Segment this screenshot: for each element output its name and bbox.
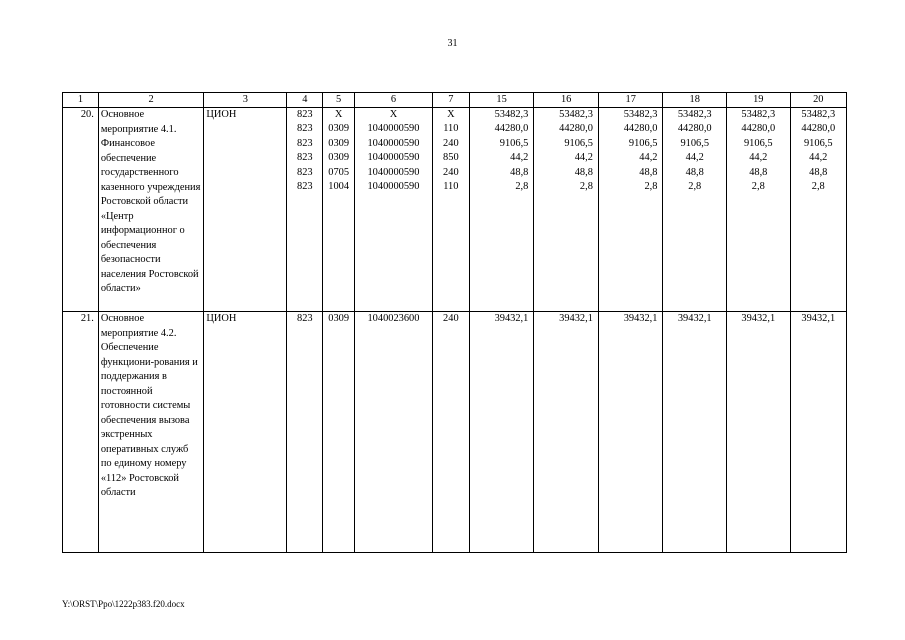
code-cell: 0309 bbox=[323, 137, 355, 151]
code-cell: 240 bbox=[432, 137, 469, 151]
amount-cell: 48,8 bbox=[598, 166, 663, 180]
amount-cell: 2,8 bbox=[534, 180, 599, 312]
amount-cell: 53482,3 bbox=[663, 108, 727, 123]
code-cell: 1040000590 bbox=[355, 151, 433, 165]
code-cell: 823 bbox=[287, 151, 323, 165]
activity-name-cell: Основное мероприятие 4.2. Обеспечение функциони-рования и поддержания в постоянной готовности системы обеспечения вызова экстренных оперативных служб по единому номеру «112» Ростовской области bbox=[98, 312, 204, 553]
amount-cell: 48,8 bbox=[663, 166, 727, 180]
amount-cell: 9106,5 bbox=[727, 137, 791, 151]
header-cell: 20 bbox=[790, 93, 846, 108]
amount-cell: 44,2 bbox=[469, 151, 534, 165]
amount-cell: 48,8 bbox=[534, 166, 599, 180]
amount-cell: 39432,1 bbox=[790, 312, 846, 553]
amount-cell: 48,8 bbox=[469, 166, 534, 180]
code-cell: Х bbox=[323, 108, 355, 123]
amount-cell: 44,2 bbox=[727, 151, 791, 165]
amount-cell: 9106,5 bbox=[663, 137, 727, 151]
amount-cell: 9106,5 bbox=[534, 137, 599, 151]
amount-cell: 39432,1 bbox=[469, 312, 534, 553]
code-cell: 1040000590 bbox=[355, 166, 433, 180]
amount-cell: 9106,5 bbox=[469, 137, 534, 151]
amount-cell: 44280,0 bbox=[534, 122, 599, 136]
code-cell: 0309 bbox=[323, 122, 355, 136]
amount-cell: 39432,1 bbox=[727, 312, 791, 553]
header-cell: 7 bbox=[432, 93, 469, 108]
code-cell: Х bbox=[432, 108, 469, 123]
table-row bbox=[63, 312, 847, 553]
amount-cell: 44280,0 bbox=[790, 122, 846, 136]
code-cell: 823 bbox=[287, 122, 323, 136]
amount-cell: 48,8 bbox=[727, 166, 791, 180]
amount-cell: 53482,3 bbox=[534, 108, 599, 123]
amount-cell: 9106,5 bbox=[790, 137, 846, 151]
header-cell: 2 bbox=[98, 93, 204, 108]
amount-cell: 39432,1 bbox=[534, 312, 599, 553]
amount-cell: 44280,0 bbox=[663, 122, 727, 136]
code-cell: 110 bbox=[432, 180, 469, 312]
executor-cell: ЦИОН bbox=[204, 108, 287, 312]
page-number: 31 bbox=[447, 38, 458, 49]
amount-cell: 44280,0 bbox=[598, 122, 663, 136]
amount-cell: 2,8 bbox=[598, 180, 663, 312]
budget-table bbox=[62, 92, 847, 553]
header-cell: 18 bbox=[663, 93, 727, 108]
code-cell: 110 bbox=[432, 122, 469, 136]
code-cell: 823 bbox=[287, 166, 323, 180]
amount-cell: 44,2 bbox=[534, 151, 599, 165]
code-cell: 240 bbox=[432, 312, 469, 553]
header-cell: 16 bbox=[534, 93, 599, 108]
footer-file-path: Y:\ORST\Ppo\1222p383.f20.docx bbox=[62, 599, 185, 609]
code-cell: 1004 bbox=[323, 180, 355, 312]
table-row bbox=[63, 108, 847, 123]
amount-cell: 39432,1 bbox=[598, 312, 663, 553]
header-cell: 17 bbox=[598, 93, 663, 108]
activity-name-cell: Основное мероприятие 4.1. Финансовое обеспечение государственного казенного учреждения Ростовской области «Центр информационног о обеспечения безопасности населения Ростовской области» bbox=[98, 108, 204, 312]
amount-cell: 44,2 bbox=[663, 151, 727, 165]
amount-cell: 2,8 bbox=[790, 180, 846, 312]
code-cell: 1040000590 bbox=[355, 180, 433, 312]
code-cell: 1040023600 bbox=[355, 312, 433, 553]
row-number-cell: 20. bbox=[63, 108, 99, 312]
code-cell: 823 bbox=[287, 180, 323, 312]
header-cell: 3 bbox=[204, 93, 287, 108]
code-cell: 0309 bbox=[323, 151, 355, 165]
header-cell: 6 bbox=[355, 93, 433, 108]
row-number-cell: 21. bbox=[63, 312, 99, 553]
amount-cell: 44280,0 bbox=[727, 122, 791, 136]
code-cell: 823 bbox=[287, 312, 323, 553]
header-cell: 15 bbox=[469, 93, 534, 108]
header-cell: 1 bbox=[63, 93, 99, 108]
code-cell: 850 bbox=[432, 151, 469, 165]
executor-cell: ЦИОН bbox=[204, 312, 287, 553]
amount-cell: 2,8 bbox=[469, 180, 534, 312]
code-cell: 240 bbox=[432, 166, 469, 180]
amount-cell: 9106,5 bbox=[598, 137, 663, 151]
amount-cell: 39432,1 bbox=[663, 312, 727, 553]
amount-cell: 44,2 bbox=[790, 151, 846, 165]
header-cell: 19 bbox=[727, 93, 791, 108]
amount-cell: 53482,3 bbox=[790, 108, 846, 123]
header-cell: 5 bbox=[323, 93, 355, 108]
code-cell: 1040000590 bbox=[355, 137, 433, 151]
amount-cell: 53482,3 bbox=[598, 108, 663, 123]
amount-cell: 53482,3 bbox=[469, 108, 534, 123]
header-row bbox=[63, 93, 847, 108]
code-cell: 1040000590 bbox=[355, 122, 433, 136]
amount-cell: 44,2 bbox=[598, 151, 663, 165]
code-cell: 0705 bbox=[323, 166, 355, 180]
code-cell: 0309 bbox=[323, 312, 355, 553]
amount-cell: 44280,0 bbox=[469, 122, 534, 136]
amount-cell: 2,8 bbox=[663, 180, 727, 312]
amount-cell: 2,8 bbox=[727, 180, 791, 312]
code-cell: 823 bbox=[287, 108, 323, 123]
code-cell: 823 bbox=[287, 137, 323, 151]
code-cell: Х bbox=[355, 108, 433, 123]
amount-cell: 48,8 bbox=[790, 166, 846, 180]
amount-cell: 53482,3 bbox=[727, 108, 791, 123]
header-cell: 4 bbox=[287, 93, 323, 108]
